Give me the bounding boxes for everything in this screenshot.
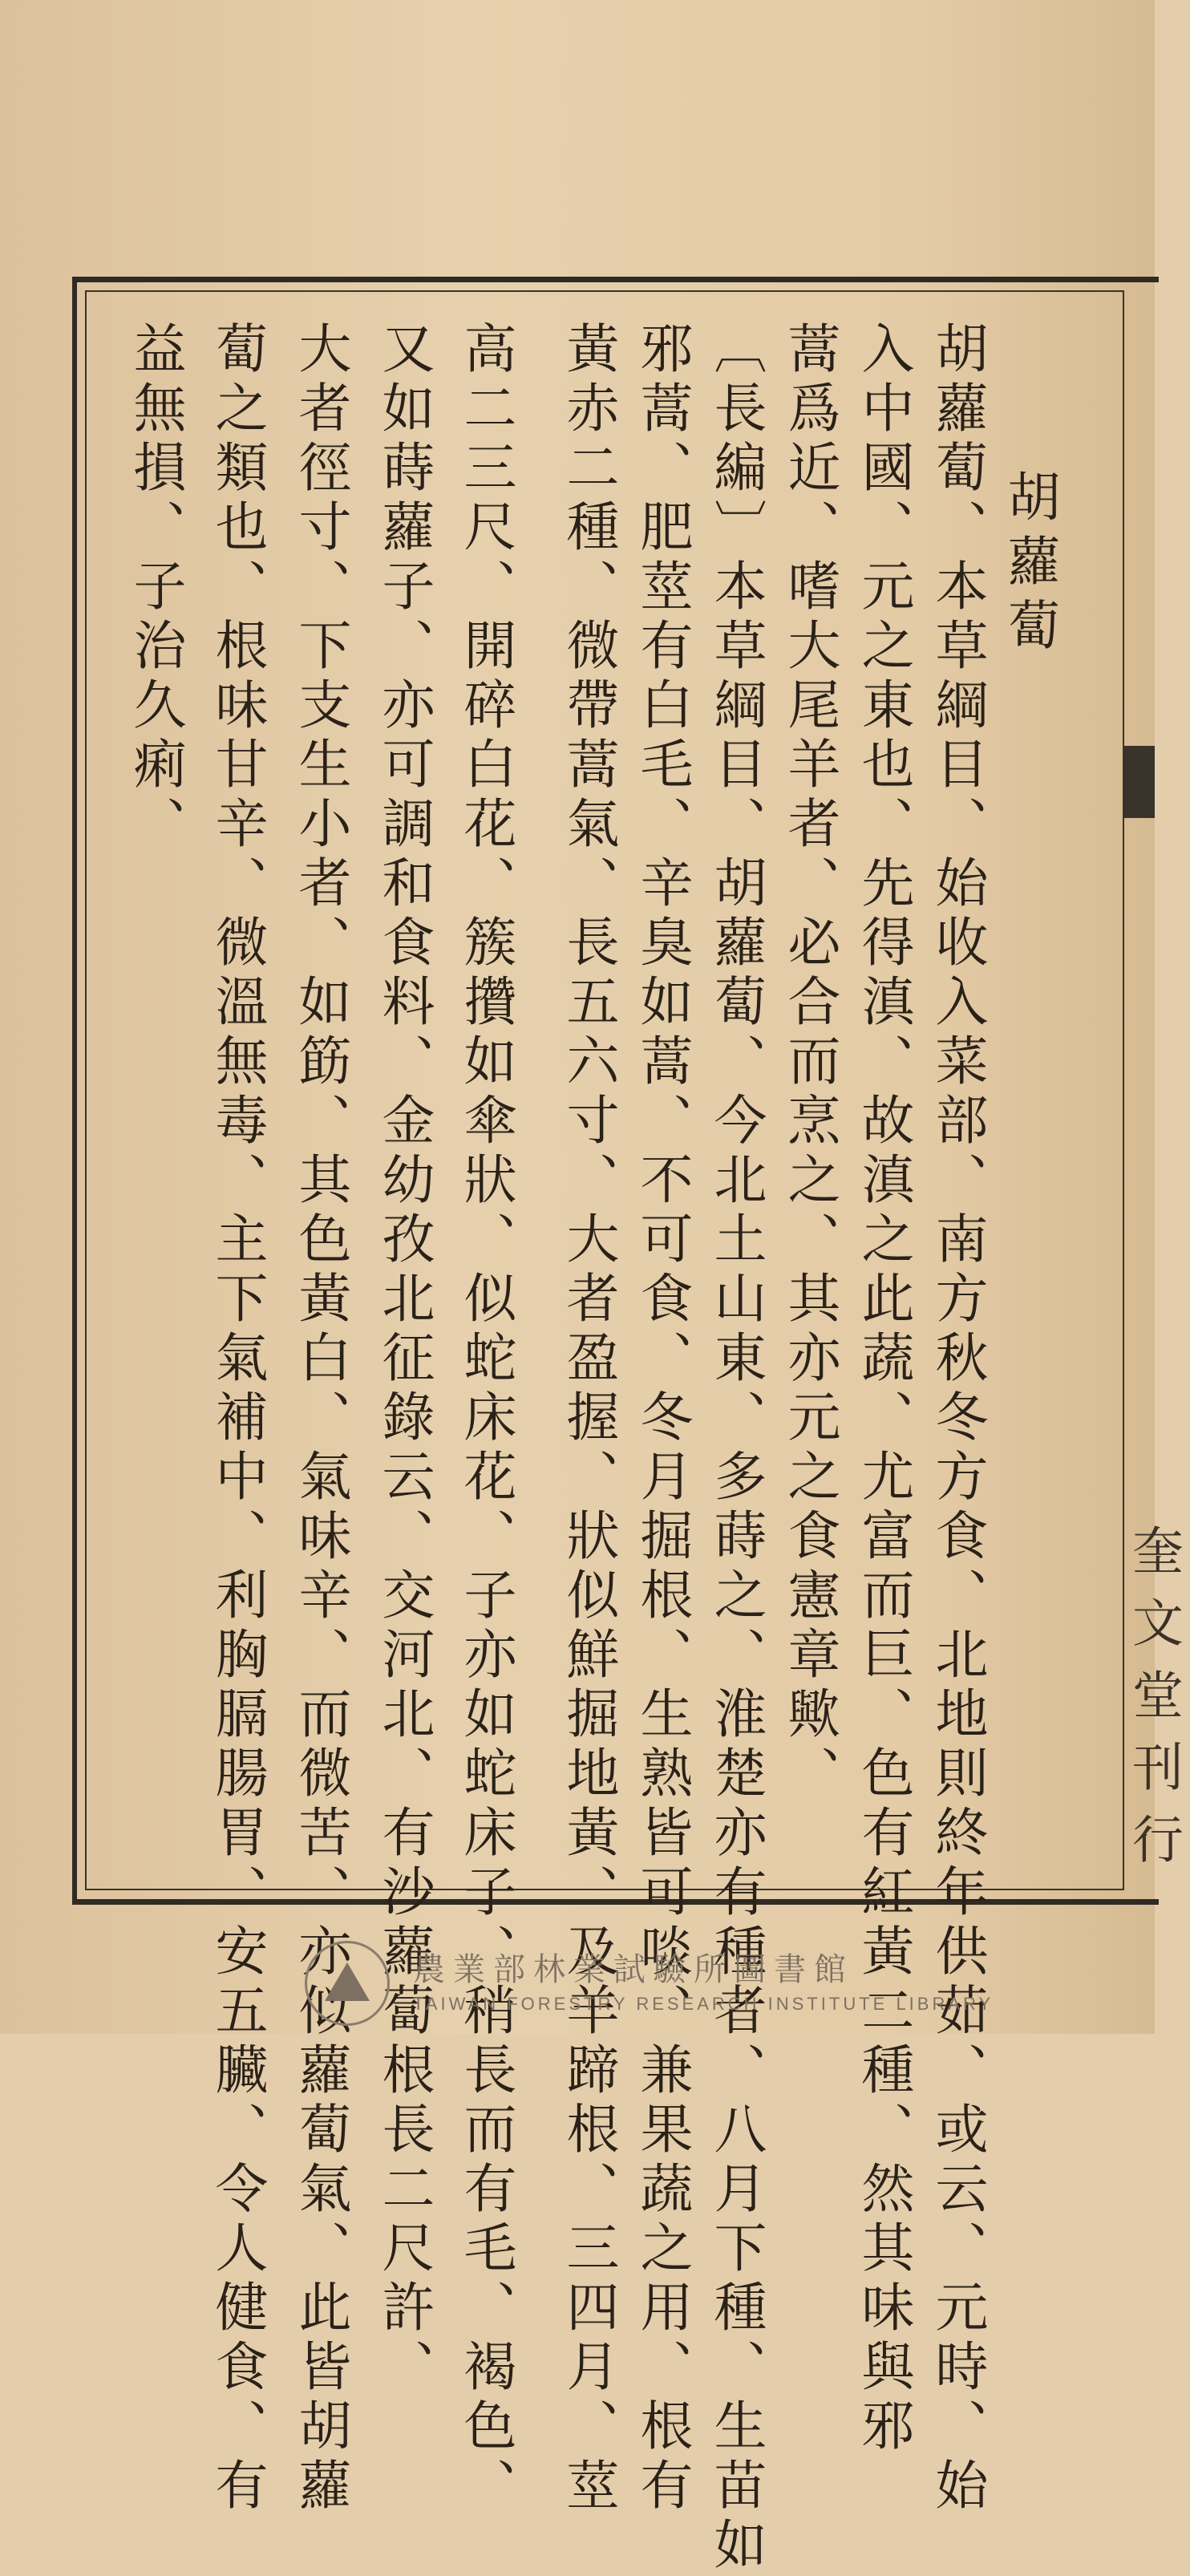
publisher-margin-text: 奎文堂刊行	[1123, 1524, 1183, 1885]
library-name: 農業部林業試驗所圖書館	[413, 1951, 854, 1988]
text-column-1: 胡蘿蔔、本草綱目、始收入菜部、南方秋冬方食、北地則終年供茹、或云、元時、始	[926, 321, 988, 2517]
text-column-10: 蔔之類也、根味甘辛、微溫無毒、主下氣補中、利胸膈腸胃、安五臟、令人健食、有	[206, 321, 268, 2517]
text-column-7: 高二三尺、開碎白花、簇攢如傘狀、似蛇床花、子亦如蛇床子、稍長而有毛、褐色、	[455, 321, 516, 2517]
text-column-6: 黃赤二種、微帶蒿氣、長五六寸、大者盈握、狀似鮮掘地黃、及羊蹄根、三四月、莖	[557, 321, 619, 2517]
text-column-5: 邪蒿、肥莖有白毛、辛臭如蒿、不可食、冬月掘根、生熟皆可啖、兼果蔬之用、根有	[631, 321, 693, 2517]
library-name-english: TAIWAN FORESTRY RESEARCH INSTITUTE LIBRARY	[413, 1994, 994, 2014]
text-column-11: 益無損、子治久痢、	[124, 321, 186, 855]
library-seal-icon	[305, 1941, 390, 2026]
text-column-8: 又如蒔蘿子、亦可調和食料、金幼孜北征錄云、交河北、有沙蘿蔔根長二尺許、	[373, 321, 435, 2398]
text-column-4: 〔長編〕本草綱目、胡蘿蔔、今北土山東、多蒔之、淮楚亦有種者、八月下種、生苗如	[705, 321, 767, 2576]
library-watermark	[305, 1941, 994, 2029]
text-column-2: 入中國、元之東也、先得滇、故滇之此蔬、尤富而巨、色有紅黃二種、然其味與邪	[852, 321, 914, 2457]
text-column-9: 大者徑寸、下支生小者、如筯、其色黃白、氣味辛、而微苦、亦似蘿蔔氣、此皆胡蘿	[289, 321, 351, 2517]
seal-triangle-icon	[325, 1962, 370, 2001]
fishtail-mark	[1123, 746, 1155, 818]
text-column-3: 蒿爲近、嗜大尾羊者、必合而烹之、其亦元之食憲章歟、	[779, 321, 840, 1804]
entry-title: 胡蘿蔔	[998, 469, 1060, 662]
